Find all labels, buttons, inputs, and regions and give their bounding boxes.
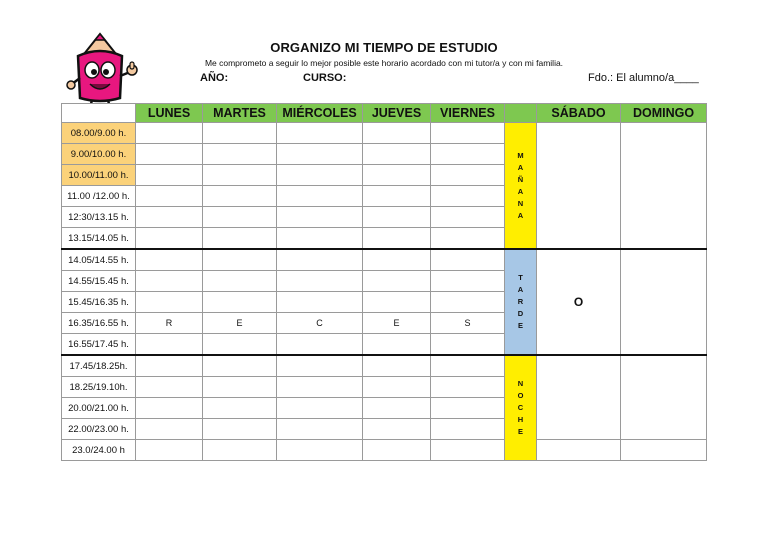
period-letter: A <box>517 210 524 220</box>
time-slot: 10.00/11.00 h. <box>62 165 136 186</box>
schedule-cell[interactable] <box>363 440 431 461</box>
schedule-cell[interactable] <box>363 419 431 440</box>
schedule-cell[interactable] <box>363 123 431 144</box>
schedule-cell[interactable] <box>203 292 277 313</box>
signature-label: Fdo.: El alumno/a____ <box>588 72 699 84</box>
schedule-cell[interactable] <box>431 377 505 398</box>
schedule-cell[interactable] <box>363 144 431 165</box>
schedule-cell[interactable] <box>431 334 505 356</box>
schedule-cell[interactable] <box>431 419 505 440</box>
break-cell[interactable]: C <box>277 313 363 334</box>
schedule-cell[interactable] <box>277 377 363 398</box>
schedule-cell[interactable] <box>277 355 363 377</box>
time-slot: 16.55/17.45 h. <box>62 334 136 356</box>
schedule-cell[interactable] <box>431 207 505 228</box>
schedule-cell[interactable] <box>136 144 203 165</box>
time-slot: 16.35/16.55 h. <box>62 313 136 334</box>
page-title: ORGANIZO MI TIEMPO DE ESTUDIO <box>270 40 498 55</box>
sunday-night-cell[interactable] <box>621 355 707 440</box>
schedule-cell[interactable] <box>203 271 277 292</box>
schedule-cell[interactable] <box>136 398 203 419</box>
day-header: SÁBADO <box>537 104 621 123</box>
schedule-cell[interactable] <box>203 355 277 377</box>
schedule-cell[interactable] <box>363 292 431 313</box>
time-slot: 11.00 /12.00 h. <box>62 186 136 207</box>
day-header: VIERNES <box>431 104 505 123</box>
schedule-cell[interactable] <box>431 271 505 292</box>
sunday-afternoon-cell[interactable] <box>621 249 707 355</box>
schedule-cell[interactable] <box>431 123 505 144</box>
schedule-cell[interactable] <box>431 355 505 377</box>
break-cell[interactable]: R <box>136 313 203 334</box>
schedule-cell[interactable] <box>277 228 363 250</box>
schedule-cell[interactable] <box>431 398 505 419</box>
schedule-cell[interactable] <box>203 144 277 165</box>
period-letter: C <box>517 403 524 412</box>
year-label: AÑO: <box>200 72 229 84</box>
schedule-cell[interactable] <box>136 249 203 271</box>
period-letter: D <box>517 309 524 318</box>
day-header: MARTES <box>203 104 277 123</box>
time-slot: 17.45/18.25h. <box>62 355 136 377</box>
schedule-cell[interactable] <box>277 186 363 207</box>
table-row <box>62 440 707 461</box>
table-row <box>62 249 707 271</box>
period-letter: E <box>517 321 523 330</box>
course-label: CURSO: <box>303 72 347 84</box>
schedule-cell[interactable] <box>203 186 277 207</box>
time-slot: 20.00/21.00 h. <box>62 398 136 419</box>
schedule-cell[interactable] <box>363 271 431 292</box>
schedule-cell[interactable] <box>203 249 277 271</box>
period-letter: N <box>517 198 524 208</box>
schedule-cell[interactable] <box>136 207 203 228</box>
period-letter: T <box>518 273 523 282</box>
schedule-cell[interactable] <box>203 440 277 461</box>
study-schedule-table <box>61 103 707 461</box>
period-letter: O <box>517 391 524 400</box>
schedule-cell[interactable] <box>136 165 203 186</box>
schedule-cell[interactable] <box>277 292 363 313</box>
night-label <box>505 355 537 461</box>
schedule-cell[interactable] <box>203 165 277 186</box>
schedule-cell[interactable] <box>363 165 431 186</box>
saturday-last-cell[interactable] <box>537 440 621 461</box>
period-letter: R <box>517 297 524 306</box>
schedule-cell[interactable] <box>203 123 277 144</box>
schedule-cell[interactable] <box>277 123 363 144</box>
schedule-cell[interactable] <box>363 228 431 250</box>
schedule-cell[interactable] <box>136 377 203 398</box>
schedule-cell[interactable] <box>203 207 277 228</box>
corner-cell <box>62 104 136 123</box>
table-row <box>62 355 707 377</box>
schedule-cell[interactable] <box>431 165 505 186</box>
break-cell[interactable]: E <box>203 313 277 334</box>
period-letter: A <box>517 162 524 172</box>
period-letter: E <box>517 427 523 436</box>
saturday-morning-cell[interactable] <box>537 123 621 250</box>
schedule-cell[interactable] <box>277 165 363 186</box>
schedule-cell[interactable] <box>136 271 203 292</box>
table-row <box>62 123 707 144</box>
schedule-cell[interactable] <box>136 334 203 356</box>
period-letter: A <box>517 186 524 196</box>
header-row <box>62 104 707 123</box>
schedule-cell[interactable] <box>203 334 277 356</box>
schedule-cell[interactable] <box>136 355 203 377</box>
schedule-cell[interactable] <box>277 144 363 165</box>
schedule-cell[interactable] <box>136 228 203 250</box>
period-letter: Ñ <box>517 174 524 184</box>
schedule-cell[interactable] <box>431 228 505 250</box>
time-slot: 9.00/10.00 h. <box>62 144 136 165</box>
day-header: JUEVES <box>363 104 431 123</box>
schedule-cell[interactable] <box>277 271 363 292</box>
afternoon-label <box>505 249 537 355</box>
commitment-text: Me comprometo a seguir lo mejor posible este horario acordado con mi tutor/a y con mi familia. <box>204 58 564 68</box>
morning-label <box>505 123 537 250</box>
time-slot: 22.00/23.00 h. <box>62 419 136 440</box>
period-header <box>505 104 537 123</box>
period-letter: N <box>517 379 524 388</box>
schedule-cell[interactable] <box>203 377 277 398</box>
schedule-cell[interactable] <box>431 186 505 207</box>
schedule-cell[interactable] <box>203 228 277 250</box>
time-slot: 12:30/13.15 h. <box>62 207 136 228</box>
time-slot: 18.25/19.10h. <box>62 377 136 398</box>
schedule-cell[interactable] <box>277 440 363 461</box>
schedule-cell[interactable] <box>363 207 431 228</box>
schedule-cell[interactable] <box>203 419 277 440</box>
day-header: DOMINGO <box>621 104 707 123</box>
break-cell[interactable]: S <box>431 313 505 334</box>
schedule-cell[interactable] <box>363 186 431 207</box>
time-slot: 08.00/9.00 h. <box>62 123 136 144</box>
schedule-cell[interactable] <box>277 249 363 271</box>
schedule-cell[interactable] <box>363 377 431 398</box>
day-header: LUNES <box>136 104 203 123</box>
saturday-night-cell[interactable] <box>537 355 621 440</box>
schedule-cell[interactable] <box>431 292 505 313</box>
schedule-cell[interactable] <box>136 186 203 207</box>
schedule-cell[interactable] <box>363 398 431 419</box>
schedule-cell[interactable] <box>277 334 363 356</box>
schedule-cell[interactable] <box>431 440 505 461</box>
schedule-cell[interactable] <box>136 419 203 440</box>
day-header: MIÉRCOLES <box>277 104 363 123</box>
schedule-cell[interactable] <box>363 249 431 271</box>
time-slot: 23.0/24.00 h <box>62 440 136 461</box>
time-slot: 13.15/14.05 h. <box>62 228 136 250</box>
saturday-afternoon-cell[interactable]: O <box>537 249 621 355</box>
schedule-cell[interactable] <box>203 398 277 419</box>
schedule-cell[interactable] <box>277 419 363 440</box>
schedule-cell[interactable] <box>136 440 203 461</box>
sunday-last-cell[interactable] <box>621 440 707 461</box>
time-slot: 14.05/14.55 h. <box>62 249 136 271</box>
schedule-cell[interactable] <box>277 207 363 228</box>
period-letter: A <box>517 285 524 294</box>
period-letter: H <box>517 415 524 424</box>
period-letter: M <box>517 150 524 160</box>
sunday-morning-cell[interactable] <box>621 123 707 250</box>
break-cell[interactable]: E <box>363 313 431 334</box>
time-slot: 15.45/16.35 h. <box>62 292 136 313</box>
schedule-cell[interactable] <box>136 292 203 313</box>
schedule-cell[interactable] <box>363 334 431 356</box>
schedule-cell[interactable] <box>431 144 505 165</box>
schedule-cell[interactable] <box>136 123 203 144</box>
schedule-cell[interactable] <box>363 355 431 377</box>
schedule-cell[interactable] <box>277 398 363 419</box>
schedule-cell[interactable] <box>431 249 505 271</box>
time-slot: 14.55/15.45 h. <box>62 271 136 292</box>
